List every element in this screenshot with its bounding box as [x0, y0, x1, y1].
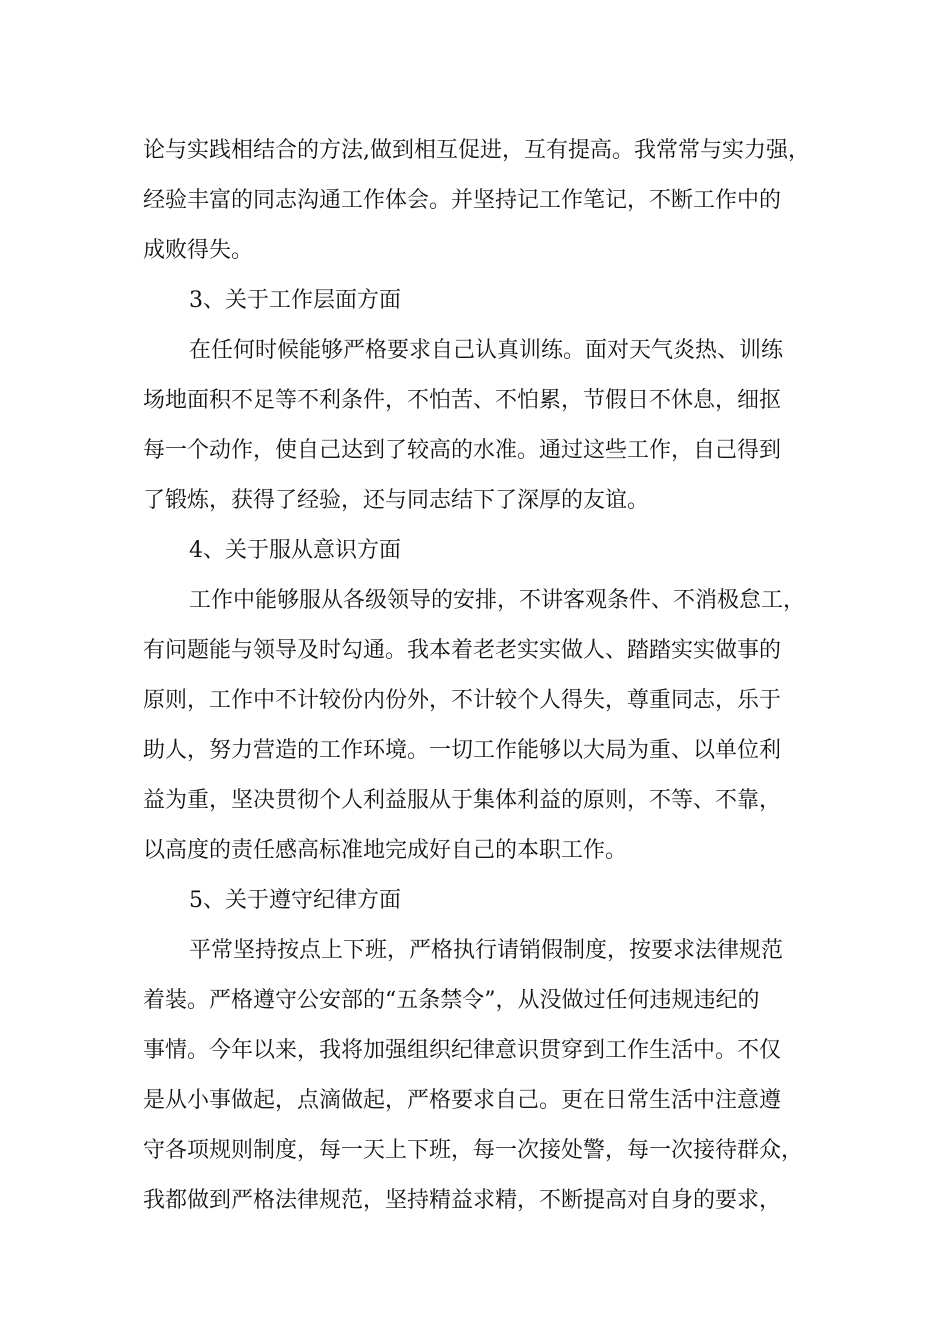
text-line: 有问题能与领导及时勾通。我本着老老实实做人、踏踏实实做事的: [143, 638, 782, 663]
text-line: 每一个动作，使自己达到了较高的水准。通过这些工作，自己得到: [143, 438, 782, 463]
text-line: 论与实践相结合的方法,做到相互促进，互有提高。我常常与实力强，: [143, 138, 810, 163]
text-line: 是从小事做起，点滴做起，严格要求自己。更在日常生活中注意遵: [143, 1088, 782, 1113]
section-heading-3: 3、关于工作层面方面: [189, 288, 401, 313]
document-body: [143, 126, 833, 1226]
text-line: 以高度的责任感高标准地完成好自己的本职工作。: [143, 838, 628, 863]
text-line: 在任何时候能够严格要求自己认真训练。面对天气炎热、训练: [189, 338, 784, 363]
text-line: 经验丰富的同志沟通工作体会。并坚持记工作笔记，不断工作中的: [143, 188, 782, 213]
text-line: 了锻炼，获得了经验，还与同志结下了深厚的友谊。: [143, 488, 650, 513]
text-line: 事情。今年以来，我将加强组织纪律意识贯穿到工作生活中。不仅: [143, 1038, 782, 1063]
text-line: 成败得失。: [143, 238, 254, 263]
section-heading-5: 5、关于遵守纪律方面: [189, 888, 401, 913]
text-line: 我都做到严格法律规范，坚持精益求精，不断提高对自身的要求，: [143, 1188, 782, 1213]
text-line: 平常坚持按点上下班，严格执行请销假制度，按要求法律规范: [189, 938, 784, 963]
section-heading-4: 4、关于服从意识方面: [189, 538, 401, 563]
text-line: 守各项规则制度，每一天上下班，每一次接处警，每一次接待群众，: [143, 1138, 804, 1163]
text-line: 原则，工作中不计较份内份外，不计较个人得失，尊重同志，乐于: [143, 688, 782, 713]
text-line: 工作中能够服从各级领导的安排，不讲客观条件、不消极怠工，: [189, 588, 806, 613]
text-line: 场地面积不足等不利条件，不怕苦、不怕累，节假日不休息，细抠: [143, 388, 782, 413]
text-line: 益为重，坚决贯彻个人利益服从于集体利益的原则，不等、不靠，: [143, 788, 782, 813]
text-line: 助人，努力营造的工作环境。一切工作能够以大局为重、以单位利: [143, 738, 782, 763]
text-line: 着装。严格遵守公安部的“五条禁令”，从没做过任何违规违纪的: [143, 988, 760, 1013]
